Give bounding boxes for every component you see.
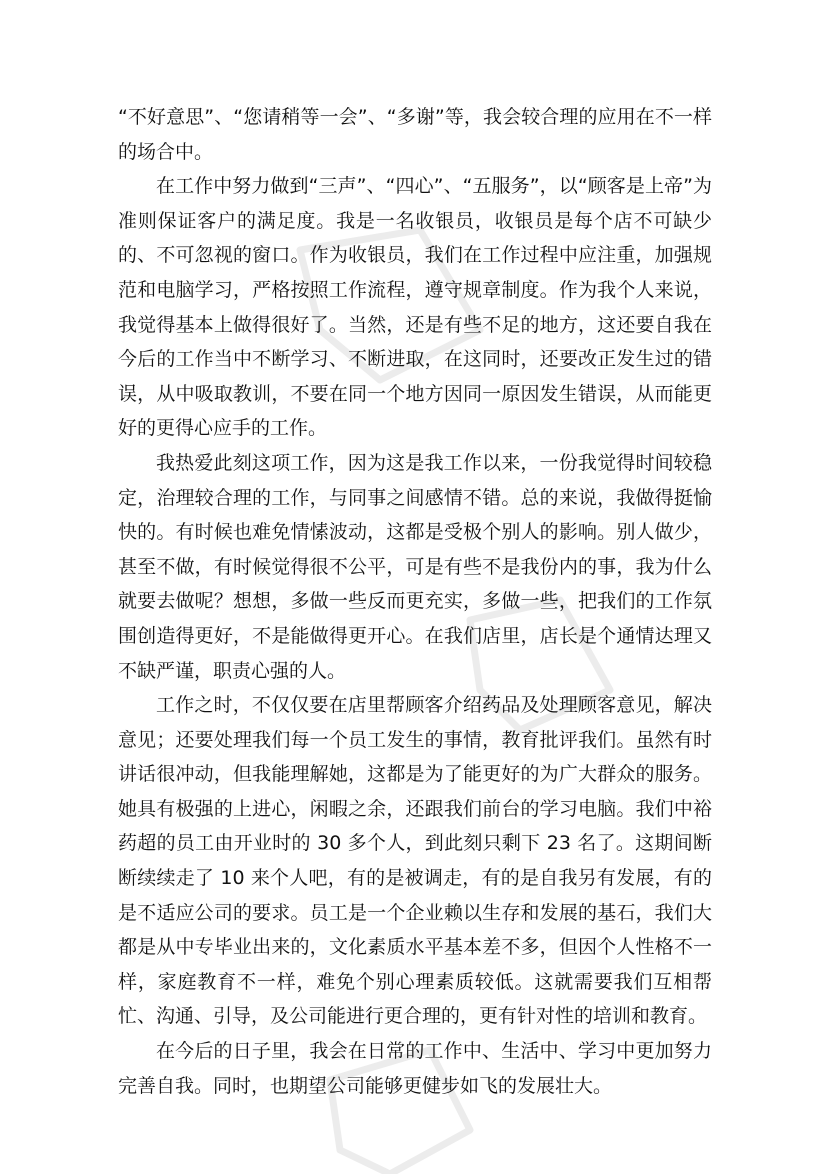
- paragraph-2: 在工作中努力做到“三声”、“四心”、“五服务”，以“顾客是上帝”为准则保证客户的满足度。我是一名收银员，收银员是每个店不可缺少的、不可忽视的窗口。作为收银员，我们在工作过程中应注重，加强规范和电脑学习，严格按照工作流程，遵守规章制度。作为我个人来说，我觉得基本上做得很好了。当然，还是有些不足的地方，这还要自我在今后的工作当中不断学习、不断进取，在这同时，还要改正发生过的错误，从中吸取教训，不要在同一个地方因同一原因发生错误，从而能更好的更得心应手的工作。: [118, 175, 712, 440]
- document-body: [118, 100, 712, 1103]
- paragraph-4: 工作之时，不仅仅要在店里帮顾客介绍药品及处理顾客意见，解决意见；还要处理我们每一个员工发生的事情，教育批评我们。虽然有时讲话很冲动，但我能理解她，这都是为了能更好的为广大群众的服务。她具有极强的上进心，闲暇之余，还跟我们前台的学习电脑。我们中裕药超的员工由开业时的 30 多个人，到此刻只剩下 23 名了。这期间断断续续走了 10 来个人吧，有的是被调走，有的是自我另有发展，有的是不适应公司的要求。员工是一个企业赖以生存和发展的基石，我们大都是从中专毕业出来的，文化素质水平基本差不多，但因个人性格不一样，家庭教育不一样，难免个别心理素质较低。这就需要我们互相帮忙、沟通、引导，及公司能进行更合理的，更有针对性的培训和教育。: [118, 694, 712, 1028]
- paragraph-5: 在今后的日子里，我会在日常的工作中、生活中、学习中更加努力完善自我。同时，也期望公司能够更健步如飞的发展壮大。: [118, 1040, 712, 1097]
- paragraph-1: “不好意思”、“您请稍等一会”、“多谢”等，我会较合理的应用在不一样的场合中。: [118, 106, 712, 163]
- paragraph-3: 我热爱此刻这项工作，因为这是我工作以来，一份我觉得时间较稳定，治理较合理的工作，与同事之间感情不错。总的来说，我做得挺愉快的。有时候也难免情愫波动，这都是受极个别人的影响。别人做少，甚至不做，有时候觉得很不公平，可是有些不是我份内的事，我为什么就要去做呢？想想，多做一些反而更充实，多做一些，把我们的工作氛围创造得更好，不是能做得更开心。在我们店里，店长是个通情达理又不缺严谨，职责心强的人。: [118, 451, 712, 682]
